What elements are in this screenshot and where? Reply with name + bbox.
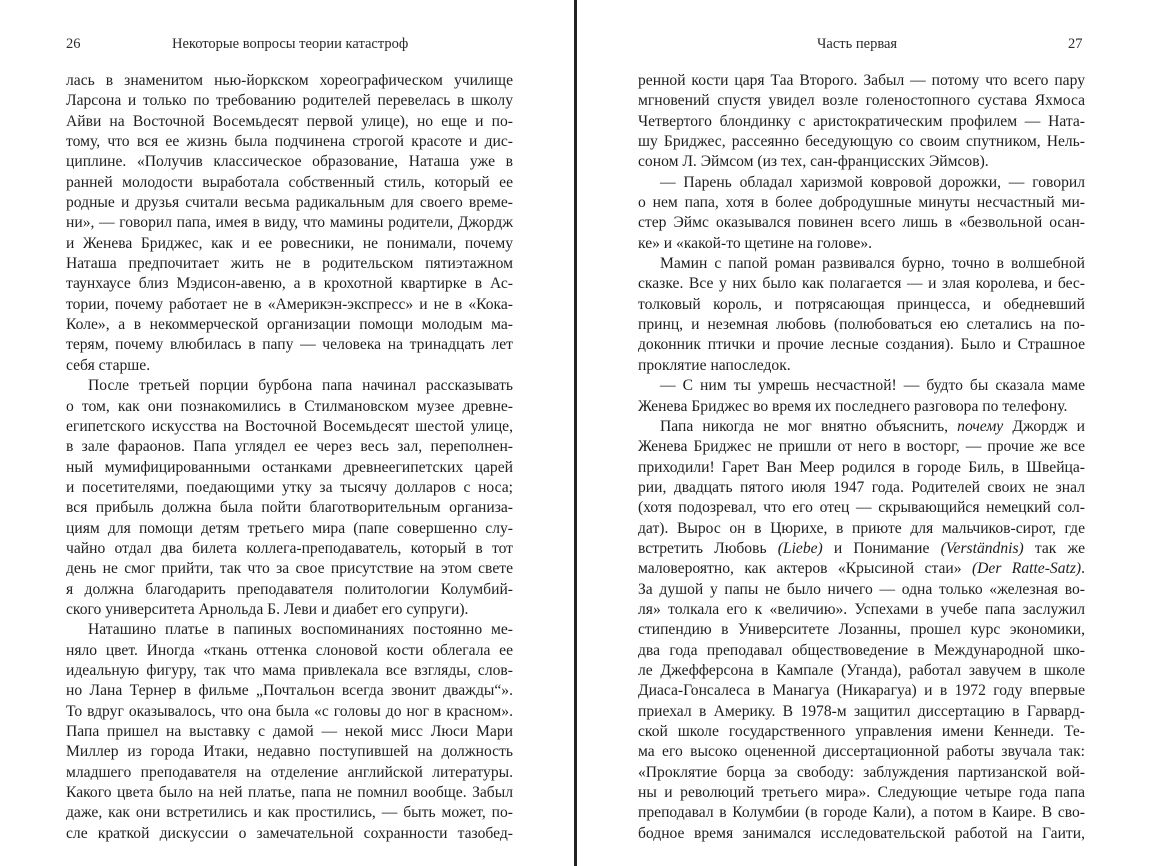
text-line: вся прибыль должна была пойти благотворительным организа- (66, 499, 513, 517)
page-body-text (66, 71, 513, 844)
italic-german-term: (Liebe) (777, 539, 823, 557)
text-line: За душой у папы не было ничего — одна только «железная во- (638, 580, 1085, 598)
text-line: о том, как они познакомились в Стилмановском музее древне- (66, 397, 513, 415)
text-line: терям, почему влюбилась в папу — человека на тринадцать лет (66, 336, 513, 354)
text-line: и Женева Бриджес, как и ее ровесники, не понимали, почему (66, 234, 513, 252)
text-fragment: . (1081, 560, 1085, 578)
text-line: мгновений спустя увидел возле голеностопного сустава Яхмоса (638, 92, 1085, 110)
text-line: Диаса-Гонсалеса в Манагуа (Никарагуа) и в 1972 году впервые (638, 682, 1085, 700)
text-line: два года преподавал обществоведение в Международной шко- (638, 641, 1085, 659)
text-line: тории, почему работает не в «Америкэн-экспресс» и не в «Кока- (66, 295, 513, 313)
running-head: Некоторые вопросы теории катастроф (172, 36, 409, 52)
left-page (0, 0, 574, 866)
text-line: ле Джефферсона в Кампале (Уганда), работал завучем в школе (638, 661, 1085, 679)
italic-emphasis: почему (957, 417, 1004, 435)
text-line: ской школе государственного управления имени Кеннеди. Те- (638, 723, 1085, 740)
text-line: я должна благодарить преподавателя политологии Колумбий- (66, 580, 513, 598)
text-line: Мамин с папой роман развивался бурно, точно в волшебной (660, 255, 1085, 273)
text-line: Какого цвета было на ней платье, папа не помнил вообще. Забыл (66, 784, 513, 802)
text-line: таунхаусе близ Мэдисон-авеню, а в крохотной квартирке в Ас- (66, 275, 513, 293)
text-line: циплине. «Получив классическое образование, Наташа уже в (66, 153, 513, 171)
text-line: себя старше. (66, 356, 151, 374)
text-line: ке» и «какой-то щетине на голове». (638, 234, 873, 252)
text-line: Папа пришел на выставку с дамой — некой мисс Люси Мари (66, 723, 513, 740)
text-line: ранней молодости выработала собственный стиль, который ее (66, 173, 513, 191)
page-body-text (638, 71, 1085, 844)
text-line: лась в знаменитом нью-йоркском хореографическом училище (66, 72, 513, 89)
text-line: Наташино платье в папиных воспоминаниях постоянно ме- (88, 621, 513, 639)
text-line: циям для помощи детям третьего мира (папе совершенно слу- (66, 519, 513, 537)
right-page (577, 0, 1156, 866)
text-line: Ларсона и только по требованию родителей перевелась в школу (66, 92, 513, 110)
text-line: египетского искусства на Восточной Восемьдесят шестой улице, (66, 417, 513, 435)
text-line: рии, двадцать пятого июля 1947 года. Родителей своих не знал (638, 478, 1085, 496)
text-line: приехал в Америку. В 1978-м защитил диссертацию в Гарвард- (638, 702, 1085, 720)
text-line: ского университета Арнольда Б. Леви и диабет его супруги). (66, 600, 469, 618)
text-line: толковый король, и потрясающая принцесса, и обедневший (638, 295, 1085, 313)
page-number: 26 (66, 36, 81, 52)
text-line: бодное время занимался исследовательской работой на Гаити, (638, 824, 1085, 842)
text-line: «Проклятие борца за свободу: заблуждения партизанской вой- (638, 763, 1085, 781)
text-line: стипендию в Университете Лозанны, прошел курс экономики, (638, 621, 1085, 639)
text-line: о нем папа, хотя в более добродушные минуты несчастный ми- (638, 194, 1085, 212)
text-line: стер Эймс оказывался повинен всего лишь в «безвольной осан- (638, 214, 1085, 232)
text-line (638, 559, 1085, 579)
text-line (638, 539, 1085, 559)
text-fragment: Папа никогда не мог внятно объяснить, (660, 417, 958, 435)
italic-german-term: (Der Ratte-Satz) (971, 560, 1082, 578)
text-line: Айви на Восточной Восемьдесят первой улице), но еще и по- (66, 112, 513, 130)
text-line: Коле», а в некоммерческой организации помощи молодым ма- (66, 316, 513, 334)
text-fragment: Джордж и (1003, 417, 1085, 435)
text-line: младшего преподавателя на отделение английской литературы. (66, 763, 513, 781)
text-line: Женева Бриджес не пришли от него в восторг, — прочие же все (638, 438, 1085, 456)
text-line: После третьей порции бурбона папа начинал рассказывать (88, 377, 513, 395)
text-line: То вдруг оказывалось, что она была «с головы до ног в красном». (66, 702, 513, 720)
text-line: Четвертого блондинку с аристократическим профилем — Ната- (638, 112, 1085, 130)
text-fragment: так же (1023, 539, 1086, 557)
text-line: ля» толкала его к «величию». Успехами в учебе папа заслужил (638, 600, 1085, 618)
text-line: доконник птички и прочие лесные создания). Было и Страшное (638, 336, 1085, 354)
text-line: Наташа предпочитает жить не в родительском пятиэтажном (66, 255, 513, 273)
text-line: преподавал в Колумбии (в городе Кали), а потом в Каире. В сво- (638, 804, 1085, 822)
text-line: соном Л. Эймсом (из тех, сан-францисских Эймсов). (638, 153, 989, 171)
text-line (638, 417, 1085, 437)
text-line: тому, что вся ее жизнь была подчинена строгой красоте и дис- (66, 133, 513, 151)
text-line: няло цвет. Иногда «ткань оттенка слоновой кости облегала ее (66, 641, 513, 659)
text-line: день не смог прийти, так что за свое присутствие на этом свете (66, 560, 513, 578)
text-line: шу Бриджес, рассеянно беседующую со своим спутником, Нель- (638, 133, 1085, 151)
text-line: ни», — говорил папа, имея в виду, что мамины родители, Джордж (66, 214, 513, 232)
text-line: даже, как они встретились и как простились, — быть может, по- (66, 804, 513, 822)
text-line: Миллер из города Итаки, недавно поступившей на должность (66, 743, 513, 761)
text-fragment: маловероятно, как актеров «Крысиной стаи» (638, 560, 972, 578)
text-line: Женева Бриджес во время их последнего разговора по телефону. (638, 397, 1068, 415)
page-number: 27 (1068, 36, 1083, 52)
text-line: родные и друзья считали весьма радикальным для своего време- (66, 194, 513, 212)
italic-german-term: (Verständnis) (940, 539, 1024, 557)
text-line: проклятие напоследок. (638, 356, 791, 374)
text-line: чайно отдал два билета коллега-преподаватель, который в тот (66, 539, 513, 557)
text-line: ны и революций третьего мира». Следующие четыре года папа (638, 784, 1085, 802)
text-line: и посетителями, поедающими утку за тысячу долларов с носа; (66, 478, 513, 496)
text-line: ный мумифицированными останками древнеегипетских царей (66, 458, 513, 476)
text-line: — С ним ты умрешь несчастной! — будто бы сказала маме (660, 377, 1085, 395)
text-line: но Лана Тернер в фильме „Почтальон всегда звонит дважды“». (66, 682, 513, 700)
text-line: в зале фараонов. Папа углядел ее через весь зал, переполнен- (66, 438, 513, 456)
text-line: дат). Вырос он в Цюрихе, в приюте для мальчиков-сирот, где (638, 519, 1085, 537)
text-line: — Парень обладал харизмой ковровой дорожки, — говорил (660, 173, 1085, 191)
text-line: ма его высоко оцененной диссертационной работы звучала так: (638, 743, 1085, 761)
text-line: приходили! Гарет Ван Меер родился в городе Биль, в Швейца- (638, 458, 1085, 476)
running-head: Часть первая (817, 36, 898, 52)
text-fragment: встретить Любовь (638, 539, 778, 557)
text-line: (хотя подозревал, что его отец — скрывающийся немецкий сол- (638, 499, 1085, 517)
text-line: идеальную фигуру, так что мама привлекала все взгляды, слов- (66, 661, 513, 679)
text-line: принц, и неземная любовь (полюбоваться ею слетались на по- (638, 316, 1085, 334)
text-line: ренной кости царя Таа Второго. Забыл — потому что всего пару (638, 72, 1085, 89)
text-line: сказке. Все у них было как полагается — и злая королева, и бес- (638, 275, 1085, 293)
text-fragment: и Понимание (822, 539, 941, 557)
text-line: сле краткой дискуссии о замечательной сохранности тазобед- (66, 824, 513, 842)
